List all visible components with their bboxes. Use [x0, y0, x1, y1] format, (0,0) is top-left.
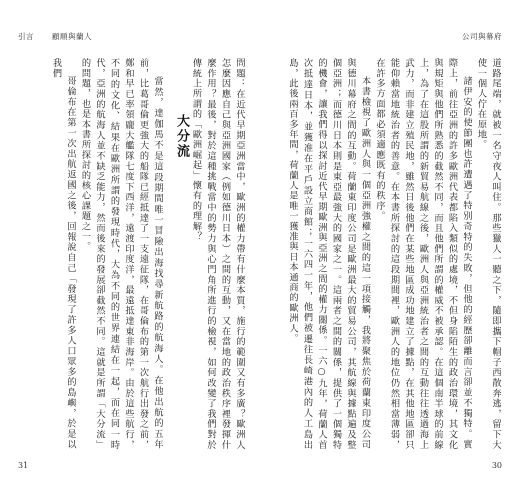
running-header-subtitle: 顧順與蘭人 [52, 32, 92, 41]
section-heading: 大分流 [174, 114, 189, 159]
paragraph: 本書檢視了歐洲人與一個亞洲強權之間的這一項接觸，我將聚焦於荷蘭東印度公司與德川幕府之間的互動。荷蘭東印度公司是歐洲最大的貿易公司，其航線與據點遍及整個亞洲；而德川日本則是東亞最強大的國家之一。這兩者之間的關係，提供了一個獨特的機會，讓我們得以探討近代早期歐洲與亞洲之間的權力關係。一六○九年，荷蘭人首次抵達日本，並獲准在平戶設立商館；一六四一年，他們被遷往長崎港內的人工島出島，此後兩百多年間，荷蘭人是唯一獲准與日本通商的歐洲人。 [287, 58, 371, 450]
paragraph: 哥倫布在第一次出航返國之後，回報說自己「發現了許多人口眾多的島嶼，於是以我們 [50, 58, 76, 450]
paragraph: 諸伊安的使節團也許遭遇了特別奇特的失敗，但他的經歷卻離而言卻並不獨特。實際上，前往亞洲的許多歐洲代表都陷入類似的處境，不但身陷陌生的政治環境，其文化與規矩與他們所熟悉的截然不同，而且他們所謂的權威不被承認。在這個南半球的前線上，為了在這股所謂的新貿易航線之後，歐洲人與亞洲統治者之間的互動往往透過海上武力，而非建立殖民地，雖然日後他們在某些地區成功地建立了據點，在其他地區卻只能仰賴當地統治者的善意。在本書所探討的這段期間裡，歐洲人的地位仍然相當薄弱，在許多方面都必須適應既有的秩序。 [374, 58, 472, 450]
paragraph: 當然，達伽馬不是這段期間唯一冒險出海找尋新航路的航海人。在他出航的五年前，比葛哥倫更強大的船隊已經抵達了一支遠征隊，在哥倫布的第一次航行出發之前，鄭和早已率領龐大艦隊七度下西洋，遠渡印度洋，最遠抵達東非海岸。由於這些航行，不同的文化、結果在歐洲所謂的發現時代，大為不同的世界連結在一起，而在同一時代，亞洲的航海人並不缺乏能力，然而後來的發展卻截然不同。這就是所謂「大分流」的問題，也是本書所探討的核心課題之一。 [79, 58, 163, 450]
page-number: 31 [18, 461, 29, 470]
paragraph: 道路尾端，就被一名守夜人叫住。那些獵人一聽之下，隨即攜下帽子西散奔逃，留下大使一個人佇在原地。 [475, 58, 501, 450]
paragraph: 問題：在近代早期亞洲當中，歐洲的權力帶有什麼本質，施行的範圍又有多廣？歐洲人怎麼因應自己與亞洲國家（例如德川日本）之間的互動，又在當地的政治秩序裡發揮什麼作用？最後，對於這種挑戰當中的勢力與心門角所進行的檢視，如何改變了我們對於傳統上所謂的「歐洲崛起」懷有的理解？ [190, 58, 245, 450]
running-header-book-title: 公司與幕府 [462, 32, 502, 41]
right-body-text [274, 58, 502, 450]
page-number: 30 [491, 461, 502, 470]
right-page [260, 0, 520, 500]
left-body-text-upper [188, 58, 246, 450]
running-header-chapter: 引言 [18, 32, 34, 41]
left-body-text-lower [18, 58, 164, 450]
